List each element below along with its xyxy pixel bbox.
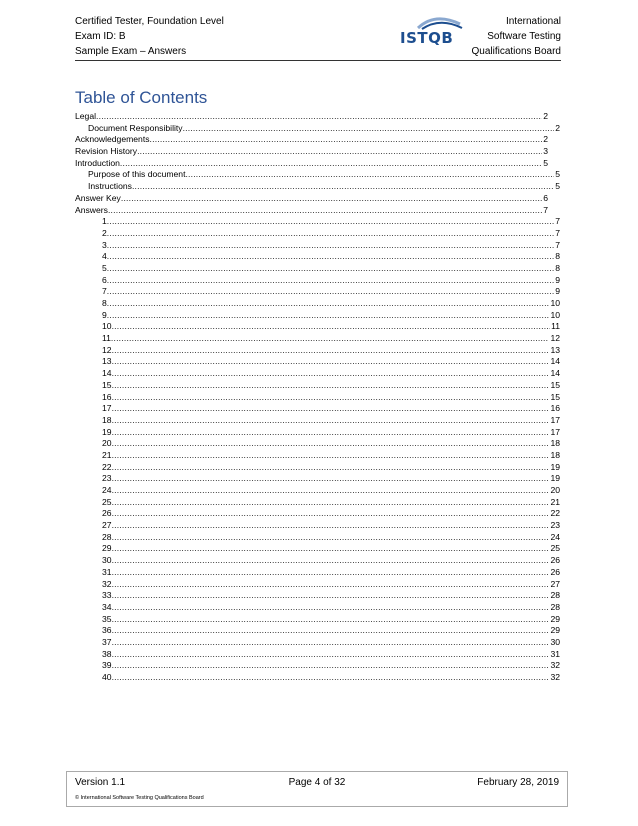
toc-entry[interactable] xyxy=(75,590,560,602)
toc-entry[interactable] xyxy=(75,380,560,392)
toc-entry-label: 8 xyxy=(102,298,107,308)
toc-entry-label: Revision History xyxy=(75,146,138,157)
toc-entry-label: Purpose of this document xyxy=(88,169,186,180)
toc-leader-dots xyxy=(112,520,550,532)
toc-entry[interactable] xyxy=(75,403,560,415)
header-course: Certified Tester, Foundation Level xyxy=(75,16,224,27)
toc-entry[interactable] xyxy=(75,473,560,485)
toc-leader-dots xyxy=(112,614,550,626)
toc-entry-label: Instructions xyxy=(88,181,132,192)
toc-entry-label: 11 xyxy=(102,333,111,344)
toc-entry-page: 18 xyxy=(550,438,560,449)
toc-entry[interactable] xyxy=(75,660,560,672)
toc-leader-dots xyxy=(108,205,542,217)
toc-entry[interactable] xyxy=(75,169,560,181)
toc-entry-label: 26 xyxy=(102,508,112,519)
toc-entry[interactable] xyxy=(75,263,560,275)
toc-entry[interactable] xyxy=(75,614,560,626)
toc-entry-label: Document Responsibility xyxy=(88,122,183,133)
toc-entry[interactable] xyxy=(75,321,560,333)
toc-entry-label: 36 xyxy=(102,625,112,636)
toc-entry-label: Legal xyxy=(75,111,97,121)
toc-leader-dots xyxy=(112,485,550,497)
toc-entry-label: 6 xyxy=(102,274,107,285)
toc-leader-dots xyxy=(112,392,550,404)
toc-entry-page: 5 xyxy=(543,157,548,168)
toc-entry-label: 17 xyxy=(102,403,112,414)
toc-entry-label: Introduction xyxy=(75,157,120,168)
toc-entry-page: 19 xyxy=(550,473,560,484)
toc-entry-label: 24 xyxy=(102,485,112,495)
toc-entry-page: 28 xyxy=(550,601,560,612)
toc-leader-dots xyxy=(112,508,550,520)
toc-entry-label: 13 xyxy=(102,356,112,367)
toc-entry[interactable] xyxy=(75,240,560,252)
header-org-line2: Software Testing xyxy=(487,31,561,42)
toc-entry-label: 37 xyxy=(102,636,112,647)
toc-entry-label: 39 xyxy=(102,660,112,671)
toc-entry-label: 20 xyxy=(102,438,112,449)
toc-entry[interactable] xyxy=(75,555,560,567)
toc-entry-label: Answer Key xyxy=(75,192,121,203)
toc-entry-label: 4 xyxy=(102,251,107,262)
toc-entry[interactable] xyxy=(75,532,560,544)
toc-leader-dots xyxy=(112,579,550,591)
toc-leader-dots xyxy=(107,310,550,322)
logo-text: ISTQB xyxy=(400,29,454,47)
toc-entry-label: 9 xyxy=(102,309,107,320)
toc-leader-dots xyxy=(107,263,554,275)
toc-entry[interactable] xyxy=(75,333,560,345)
toc-leader-dots xyxy=(112,473,550,485)
toc-entry-label: 2 xyxy=(102,227,107,238)
toc-entry-label: 38 xyxy=(102,648,112,659)
toc-leader-dots xyxy=(112,356,550,368)
toc-leader-dots xyxy=(112,427,550,439)
toc-leader-dots xyxy=(137,146,542,158)
toc-leader-dots xyxy=(112,462,550,474)
toc-leader-dots xyxy=(112,497,550,509)
toc-entry-label: 3 xyxy=(102,239,107,250)
toc-entry-page: 3 xyxy=(543,146,548,157)
toc-entry-page: 15 xyxy=(550,391,560,402)
toc-entry-label: 19 xyxy=(102,426,112,437)
toc-leader-dots xyxy=(112,555,550,567)
toc-entry[interactable] xyxy=(75,427,560,439)
toc-entry[interactable] xyxy=(75,579,560,591)
toc-entry-page: 13 xyxy=(550,344,560,355)
toc-entry-page: 9 xyxy=(555,286,560,297)
toc-leader-dots xyxy=(107,298,550,310)
toc-entry-page: 31 xyxy=(550,648,560,659)
toc-entry-page: 7 xyxy=(555,216,560,227)
toc-leader-dots xyxy=(121,193,542,205)
toc-entry-label: Answers xyxy=(75,204,108,215)
page-header xyxy=(75,14,561,61)
toc-entry[interactable] xyxy=(75,251,560,263)
toc-leader-dots xyxy=(185,169,554,181)
toc-entry-page: 18 xyxy=(550,449,560,460)
toc-entry-page: 17 xyxy=(550,426,560,437)
toc-entry-page: 10 xyxy=(550,298,560,308)
toc-entry[interactable] xyxy=(75,567,560,579)
toc-entry[interactable] xyxy=(75,193,548,205)
toc-entry[interactable] xyxy=(75,543,560,555)
toc-entry-page: 5 xyxy=(555,181,560,192)
toc-entry-label: 23 xyxy=(102,473,112,484)
toc-entry-page: 23 xyxy=(550,520,560,531)
toc-entry-page: 14 xyxy=(550,356,560,367)
toc-entry[interactable] xyxy=(75,275,560,287)
toc-entry[interactable] xyxy=(75,216,560,228)
toc-entry-page: 32 xyxy=(550,660,560,671)
toc-entry-page: 19 xyxy=(550,461,560,472)
toc-leader-dots xyxy=(107,216,554,228)
toc-entry-label: 21 xyxy=(102,449,112,460)
toc-entry[interactable] xyxy=(75,508,560,520)
toc-entry-page: 29 xyxy=(550,613,560,624)
toc-leader-dots xyxy=(107,228,554,240)
header-org-line1: International xyxy=(505,16,561,27)
toc-entry-page: 29 xyxy=(550,625,560,636)
toc-entry-page: 7 xyxy=(555,239,560,250)
toc-entry-page: 25 xyxy=(550,543,560,554)
toc-leader-dots xyxy=(112,660,550,672)
toc-entry[interactable] xyxy=(75,205,548,217)
toc-entry-page: 24 xyxy=(550,531,560,542)
toc-entry-label: 31 xyxy=(102,566,112,577)
toc-entry-label: 32 xyxy=(102,578,112,589)
istqb-logo xyxy=(400,14,470,56)
toc-leader-dots xyxy=(96,111,542,123)
toc-leader-dots xyxy=(112,415,550,427)
toc-entry[interactable] xyxy=(75,602,560,614)
footer-page-number: Page 4 of 32 xyxy=(288,777,346,788)
toc-leader-dots xyxy=(112,380,550,392)
toc-leader-dots xyxy=(150,134,543,146)
toc-entry[interactable] xyxy=(75,637,560,649)
toc-leader-dots xyxy=(112,590,550,602)
toc-entry-page: 10 xyxy=(550,309,560,320)
toc-entry-label: 18 xyxy=(102,414,112,425)
toc-entry[interactable] xyxy=(75,298,560,310)
toc-leader-dots xyxy=(112,438,550,450)
toc-leader-dots xyxy=(112,543,550,555)
toc-entry[interactable] xyxy=(75,158,548,170)
toc-entry-page: 5 xyxy=(555,169,560,180)
toc-entry[interactable] xyxy=(75,356,560,368)
toc-leader-dots xyxy=(112,602,550,614)
page-footer xyxy=(66,771,568,807)
toc-entry-label: 28 xyxy=(102,531,112,542)
toc-leader-dots xyxy=(120,158,542,170)
toc-leader-dots xyxy=(107,286,554,298)
toc-entry-label: 1 xyxy=(102,216,107,227)
toc-entry[interactable] xyxy=(75,485,560,497)
toc-entry-label: 34 xyxy=(102,601,112,612)
toc-entry-label: 30 xyxy=(102,555,112,566)
toc-entry-label: 16 xyxy=(102,391,112,402)
toc-entry-label: 35 xyxy=(102,613,112,624)
toc-entry[interactable] xyxy=(75,497,560,509)
toc-entry[interactable] xyxy=(75,450,560,462)
toc-entry-label: 29 xyxy=(102,543,112,554)
toc-entry-label: 33 xyxy=(102,590,112,601)
toc-leader-dots xyxy=(112,321,551,333)
toc-entry[interactable] xyxy=(75,649,560,661)
footer-date: February 28, 2019 xyxy=(477,777,559,788)
toc-entry-label: 7 xyxy=(102,286,107,297)
toc-entry[interactable] xyxy=(75,181,560,193)
toc-entry[interactable] xyxy=(75,345,560,357)
toc-entry-label: 12 xyxy=(102,344,112,355)
toc-leader-dots xyxy=(112,345,550,357)
toc-entry-label: 14 xyxy=(102,368,112,379)
toc-entry[interactable] xyxy=(75,286,560,298)
toc-leader-dots xyxy=(112,649,550,661)
toc-entry[interactable] xyxy=(75,415,560,427)
toc-entry-page: 9 xyxy=(555,274,560,285)
toc-entry-page: 7 xyxy=(555,227,560,238)
toc-entry-page: 15 xyxy=(550,379,560,390)
toc-leader-dots xyxy=(111,333,550,345)
toc-entry[interactable] xyxy=(75,111,548,123)
toc-entry[interactable] xyxy=(75,368,560,380)
toc-entry-page: 20 xyxy=(550,485,560,495)
toc-leader-dots xyxy=(112,450,550,462)
toc-entry[interactable] xyxy=(75,462,560,474)
toc-entry[interactable] xyxy=(75,146,548,158)
header-exam-id: Exam ID: B xyxy=(75,31,126,42)
toc-entry-label: 15 xyxy=(102,379,112,390)
toc-entry-label: 27 xyxy=(102,520,112,531)
footer-version: Version 1.1 xyxy=(75,777,126,788)
toc-entry-label: 25 xyxy=(102,496,112,507)
toc-entry[interactable] xyxy=(75,520,560,532)
toc-leader-dots xyxy=(132,181,554,193)
toc-entry-page: 8 xyxy=(555,251,560,262)
header-doc-type: Sample Exam – Answers xyxy=(75,46,187,57)
toc-entry-label: Acknowledgements xyxy=(75,134,150,145)
toc-entry-label: 40 xyxy=(102,672,112,682)
toc-leader-dots xyxy=(112,532,550,544)
toc-entry[interactable] xyxy=(75,134,548,146)
toc-entry-page: 2 xyxy=(555,122,560,133)
toc-entry[interactable] xyxy=(75,438,560,450)
toc-leader-dots xyxy=(107,275,554,287)
toc-entry-label: 22 xyxy=(102,461,112,472)
toc-entry-page: 21 xyxy=(550,496,560,507)
toc-entry-page: 26 xyxy=(550,566,560,577)
toc-entry-page: 12 xyxy=(550,333,560,344)
toc-entry-page: 6 xyxy=(543,192,548,203)
toc-leader-dots xyxy=(112,567,550,579)
toc-entry-page: 14 xyxy=(550,368,560,379)
header-org-line3: Qualifications Board xyxy=(471,46,561,57)
toc-entry[interactable] xyxy=(75,310,560,322)
toc-leader-dots xyxy=(107,240,554,252)
toc-entry-page: 2 xyxy=(543,134,548,145)
toc-entry[interactable] xyxy=(75,392,560,404)
toc-entry-page: 16 xyxy=(550,403,560,414)
toc-leader-dots xyxy=(112,403,550,415)
toc-entry-page: 32 xyxy=(550,672,560,682)
toc-entry[interactable] xyxy=(75,228,560,240)
toc-entry[interactable] xyxy=(75,123,560,135)
toc-leader-dots xyxy=(112,625,550,637)
toc-entry-label: 10 xyxy=(102,321,112,332)
toc-entry-page: 17 xyxy=(550,414,560,425)
toc-title: Table of Contents xyxy=(75,88,208,107)
header-right xyxy=(472,14,562,59)
toc-entry-page: 11 xyxy=(551,321,560,332)
toc-entry-page: 28 xyxy=(550,590,560,601)
toc-leader-dots xyxy=(112,672,550,684)
toc-entry-page: 26 xyxy=(550,555,560,566)
toc-leader-dots xyxy=(107,251,554,263)
toc-entry-page: 27 xyxy=(550,578,560,589)
footer-copyright: © International Software Testing Qualifications Board xyxy=(75,795,204,801)
toc-entry-label: 5 xyxy=(102,262,107,273)
toc-leader-dots xyxy=(183,123,555,135)
toc-entry[interactable] xyxy=(75,672,560,684)
toc-leader-dots xyxy=(112,368,550,380)
toc-entry[interactable] xyxy=(75,625,560,637)
table-of-contents xyxy=(75,111,560,684)
toc-entry-page: 7 xyxy=(543,204,548,215)
toc-entry-page: 8 xyxy=(555,262,560,273)
toc-entry-page: 22 xyxy=(550,508,560,519)
toc-entry-page: 2 xyxy=(543,111,548,121)
header-left xyxy=(75,14,224,59)
toc-leader-dots xyxy=(112,637,550,649)
toc-entry-page: 30 xyxy=(550,636,560,647)
